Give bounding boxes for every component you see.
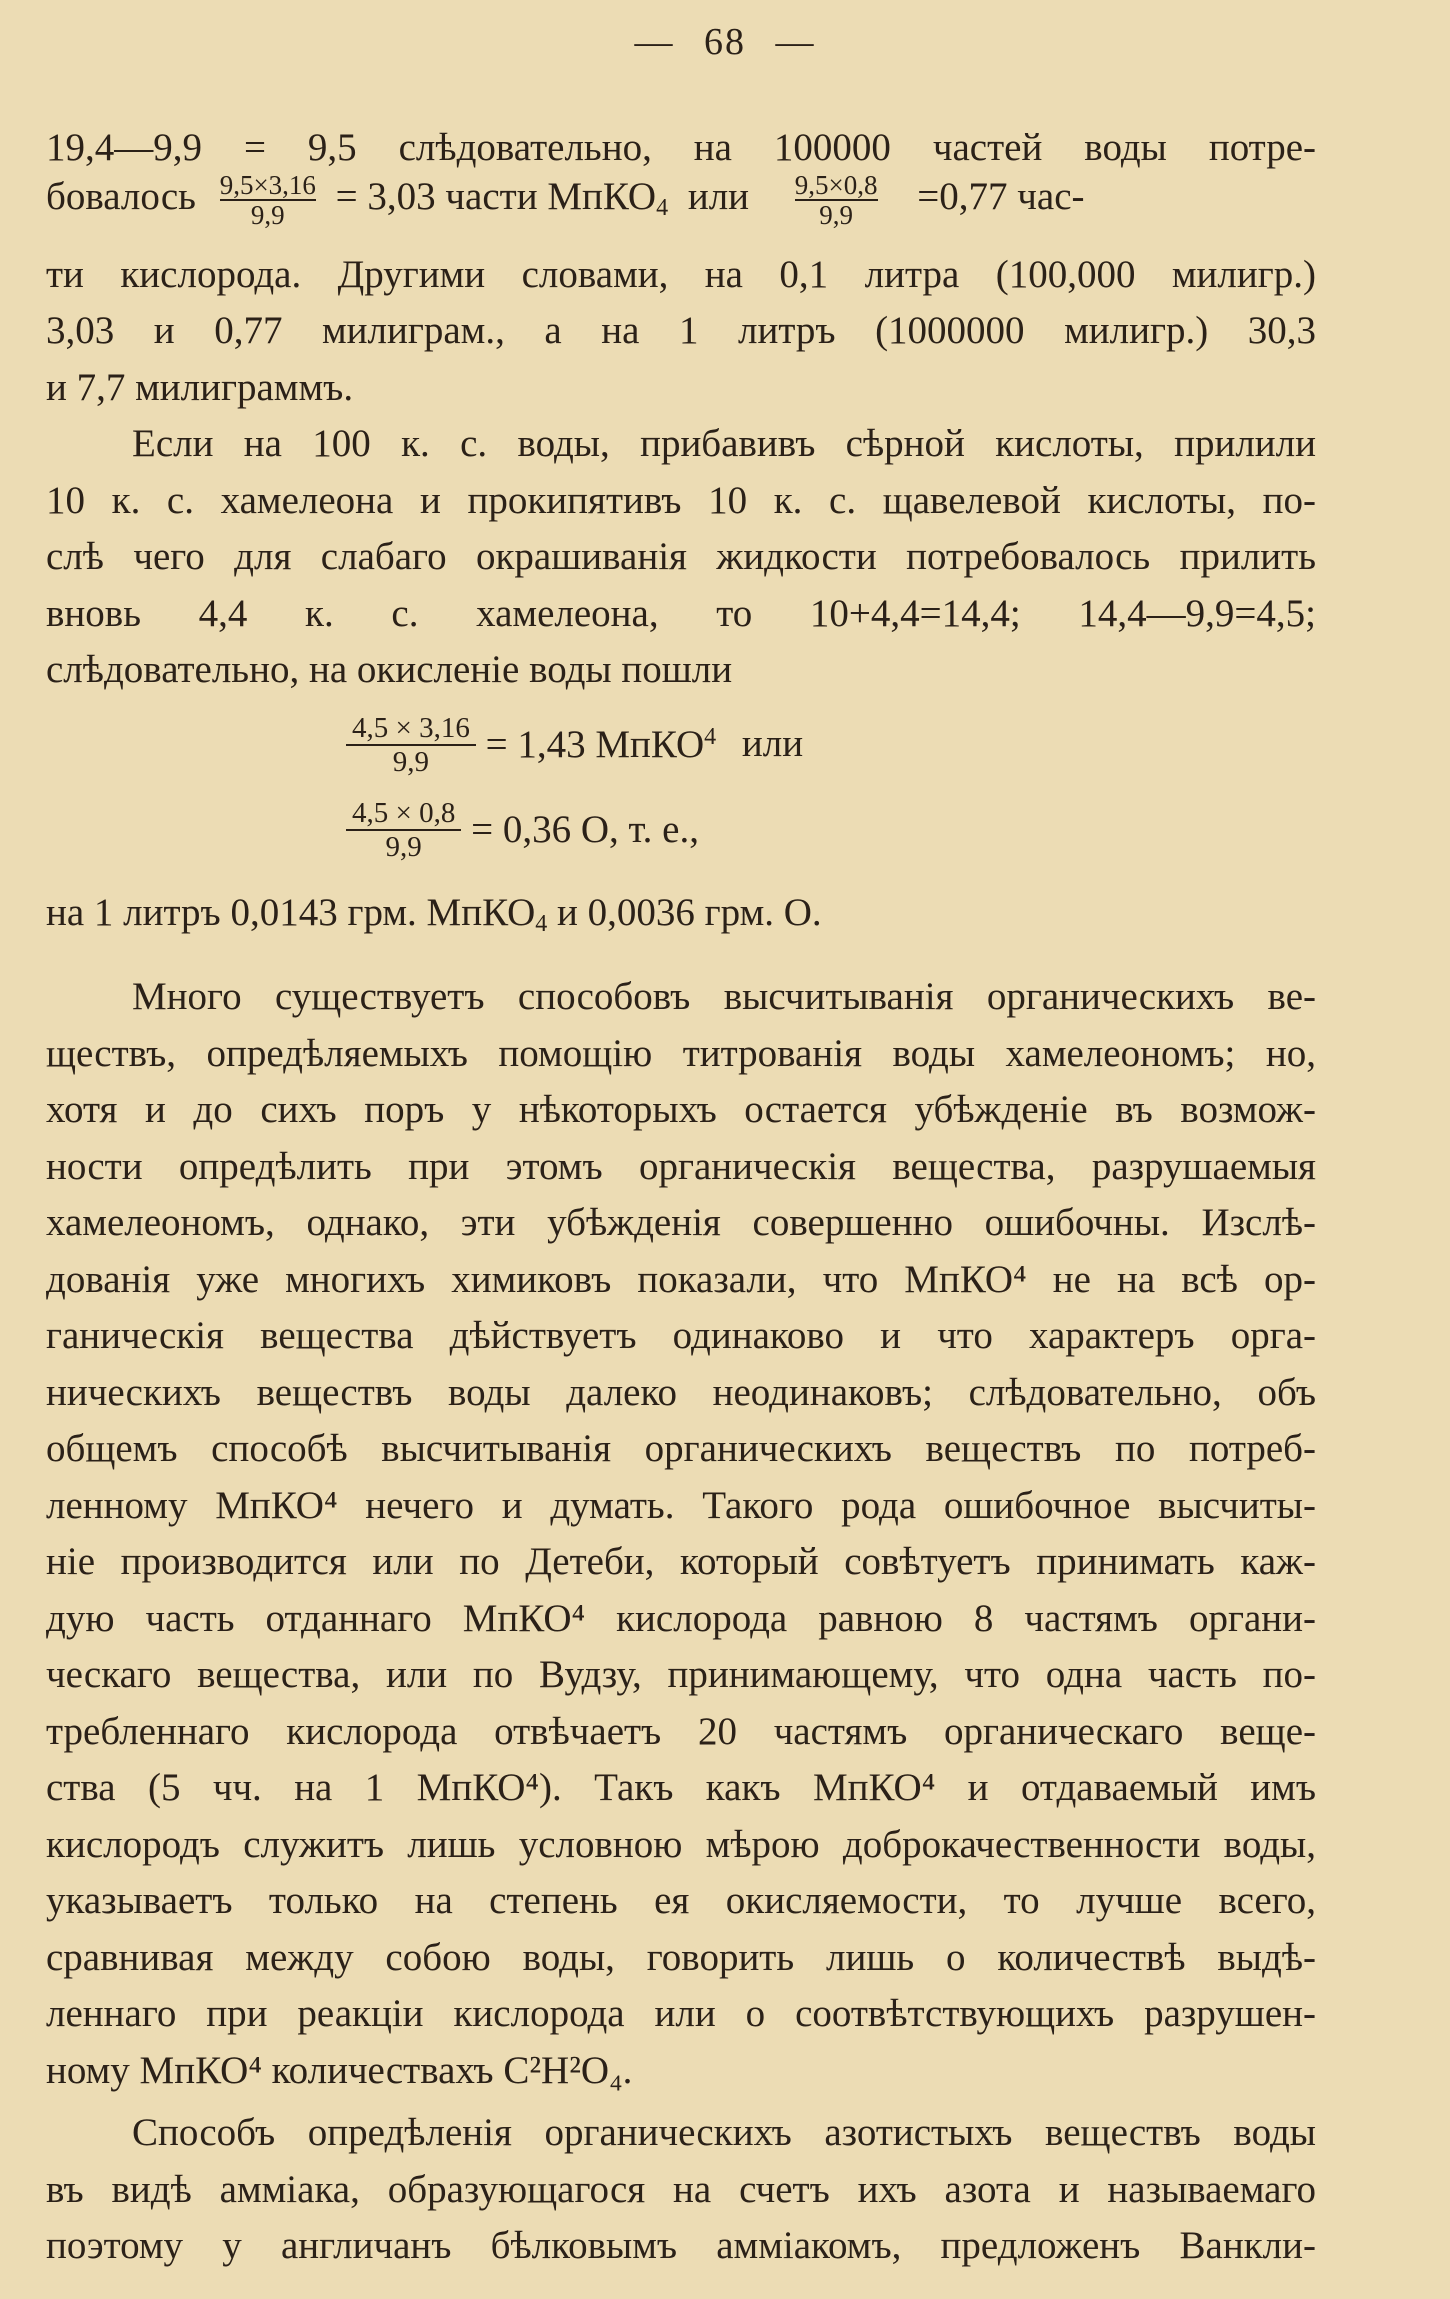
text-line: леннаго при реакціи кислорода или о соотвѣтствующихъ разрушен- (46, 1992, 1316, 2035)
text-line: ществъ, опредѣляемыхъ помощію титрованія воды хамелеономъ; но, (46, 1031, 1316, 1075)
text-line: 3,03 и 0,77 милиграм., а на 1 литръ (1000000 милигр.) 30,3 (46, 309, 1316, 352)
fraction (795, 171, 878, 229)
text-line: слѣдовательно, на окисленіе воды пошли (46, 648, 733, 691)
text-fragment: =0,77 час- (917, 174, 1085, 218)
text-line: въ видѣ аммiака, образующагося на счетъ ихъ азота и называемаго (46, 2167, 1316, 2211)
formula-result: = 0,36 О, т. е., (471, 807, 699, 851)
text-fragment: или (687, 174, 750, 218)
subscript: 4 (535, 910, 548, 937)
fraction-line (46, 169, 1316, 259)
fraction-denominator: 9,9 (346, 829, 461, 863)
text-line: Если на 100 к. с. воды, прибавивъ сѣрной кислоты, прилили (132, 422, 1316, 465)
text-line: ленному МпКО⁴ нечего и думать. Такого рода ошибочное высчиты- (46, 1483, 1316, 1527)
header-dash-left: — (634, 21, 675, 63)
formula-row (346, 797, 1316, 885)
text-line: вновь 4,4 к. с. хамелеона, то 10+4,4=14,4; 14,4—9,9=4,5; (46, 591, 1316, 635)
text-line: ти кислорода. Другими словами, на 0,1 литра (100,000 милигр.) (46, 252, 1316, 296)
fraction (220, 171, 316, 229)
text-fragment: = 3,03 части МпКО (335, 174, 657, 218)
fraction (346, 797, 461, 863)
text-fragment: бовалось (46, 174, 196, 218)
text-line: дую часть отданнаго МпКО⁴ кислорода равною 8 частямъ органи- (46, 1596, 1316, 1640)
text-line: 19,4—9,9 = 9,5 слѣдовательно, на 100000 частей воды потре- (46, 126, 1316, 169)
text-line: 10 к. с. хамелеона и прокипятивъ 10 к. с. щавелевой кислоты, по- (46, 478, 1316, 522)
spacer (46, 941, 1316, 969)
page-header (0, 20, 1450, 64)
fraction-denominator: 9,9 (220, 199, 316, 229)
text-line: ганическія вещества дѣйствуетъ одинаково и что характеръ орга- (46, 1314, 1316, 1357)
text-line: поэтому у англичанъ бѣлковымъ аммiакомъ, предложенъ Ванкли- (46, 2224, 1316, 2267)
text-line: хамелеономъ, однако, эти убѣжденія совершенно ошибочны. Изслѣ- (46, 1201, 1316, 1244)
fraction-numerator: 9,5×3,16 (219, 169, 316, 200)
text-line: указываетъ только на степень ея окисляемости, то лучше всего, (46, 1879, 1316, 1922)
text-line: сравнивая между собою воды, говорить лишь о количествѣ выдѣ- (46, 1935, 1316, 1979)
text-line: ства (5 чч. на 1 МпКО⁴). Такъ какъ МпКО⁴ и отдаваемый имъ (46, 1766, 1316, 1809)
superscript: 4 (704, 723, 717, 750)
text-line: Много существуетъ способовъ высчитыванія органическихъ ве- (132, 975, 1316, 1018)
page-body (46, 120, 1316, 2275)
text-line: хотя и до сихъ поръ у нѣкоторыхъ остается убѣжденіе въ возмож- (46, 1088, 1316, 1131)
text-line: требленнаго кислорода отвѣчаетъ 20 частямъ органическаго веще- (46, 1709, 1316, 1753)
text-line: ному МпКО⁴ количествахъ С²Н²О₄. (46, 2048, 633, 2092)
text-line: Способъ опредѣленія органическихъ азотистыхъ веществъ воды (132, 2111, 1316, 2154)
text-line: ніе производится или по Детеби, который совѣтуетъ принимать каж- (46, 1540, 1316, 1583)
page-number: 68 (704, 21, 746, 63)
text-line: дованія уже многихъ химиковъ показали, что МпКО⁴ не на всѣ ор- (46, 1257, 1316, 1301)
text-line: ности опредѣлить при этомъ органическія вещества, разрушаемыя (46, 1144, 1316, 1188)
subscript: 4 (656, 194, 669, 221)
fraction-numerator: 4,5 × 3,16 (352, 711, 470, 744)
text-fragment: и 0,0036 грм. О. (557, 890, 822, 934)
fraction-denominator: 9,9 (795, 199, 878, 229)
formula-block (346, 699, 1316, 885)
fraction-numerator: 9,5×0,8 (794, 169, 878, 200)
formula-tail: или (741, 722, 804, 766)
text-line (46, 885, 1316, 942)
text-line: кислородъ служитъ лишь условною мѣрою доброкачественности воды, (46, 1822, 1316, 1866)
fraction-numerator: 4,5 × 0,8 (352, 796, 456, 829)
text-line: общемъ способѣ высчитыванія органическихъ веществъ по потреб- (46, 1427, 1316, 1470)
formula-result: = 1,43 МпКО (485, 722, 705, 766)
fraction (346, 712, 476, 778)
text-line: и 7,7 милиграммъ. (46, 365, 354, 409)
text-fragment: на 1 литръ 0,0143 грм. МпКО (46, 890, 536, 934)
fraction-denominator: 9,9 (346, 744, 476, 778)
text-line: ческаго вещества, или по Вудзу, принимающему, что одна часть по- (46, 1653, 1316, 1696)
text-line: слѣ чего для слабаго окрашиванія жидкости потребовалось прилить (46, 535, 1316, 578)
text-line: ническихъ веществъ воды далеко неодинаковъ; слѣдовательно, объ (46, 1370, 1316, 1414)
formula-row (346, 709, 1316, 797)
header-dash-right: — (775, 21, 816, 63)
